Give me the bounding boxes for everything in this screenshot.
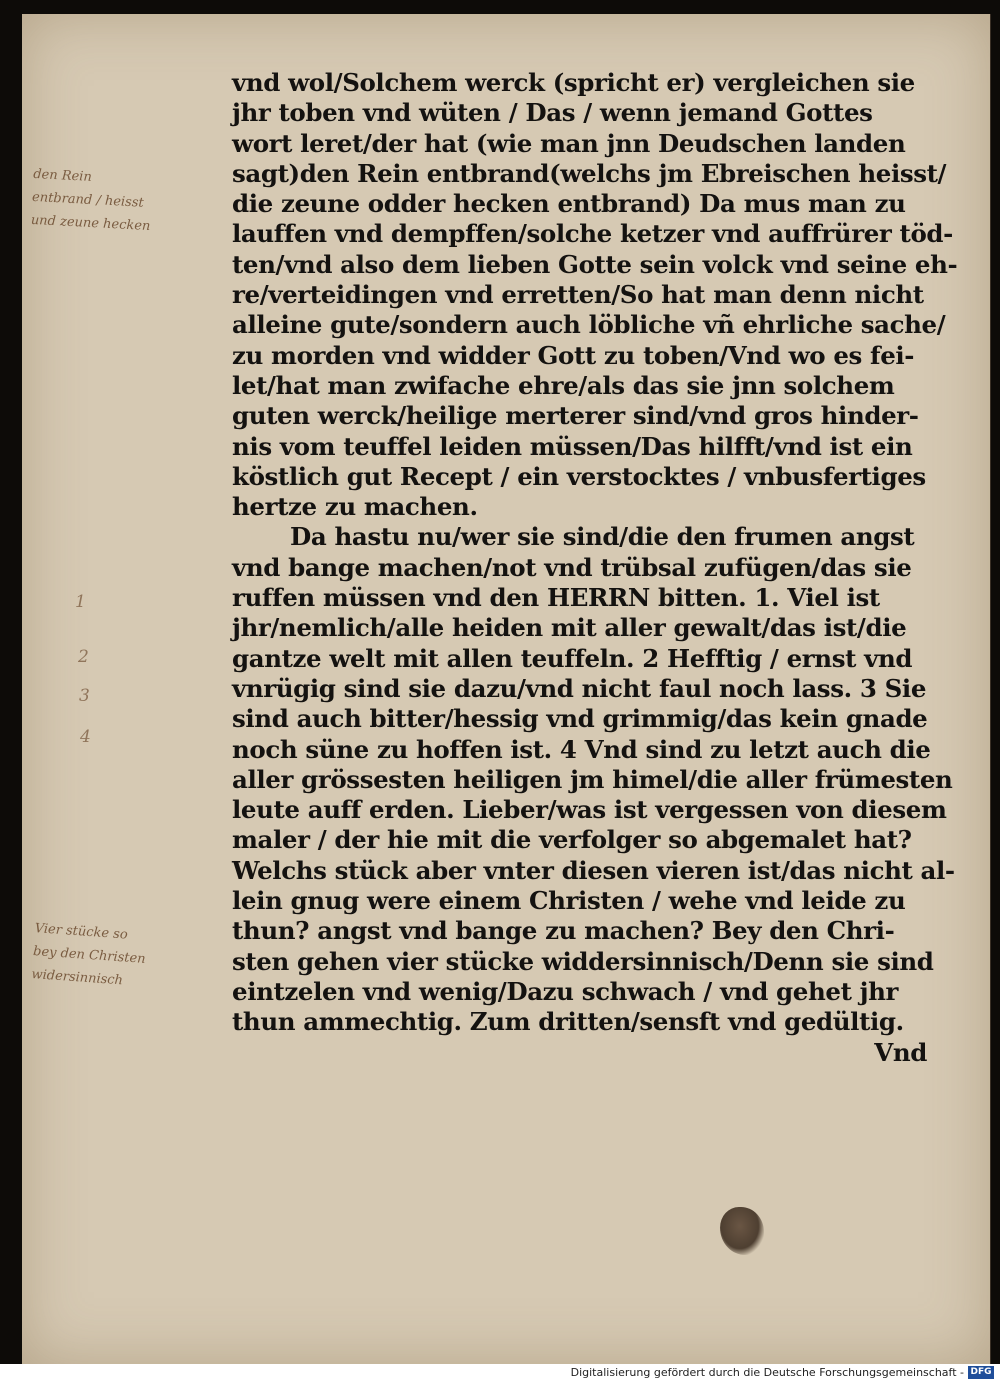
text-line: lein gnug were einem Christen / wehe vnd leide zu bbox=[232, 886, 906, 916]
text-line: jhr/nemlich/alle heiden mit aller gewalt/das ist/die bbox=[232, 613, 907, 643]
marginal-line: entbrand / heisst bbox=[31, 189, 145, 211]
marginal-line: bey den Christen bbox=[32, 944, 147, 967]
text-line: maler / der hie mit die verfolger so abgemalet hat? bbox=[232, 825, 912, 855]
text-line: jhr toben vnd wüten / Das / wenn jemand Gottes bbox=[232, 98, 873, 128]
marginal-line: widersinnisch bbox=[31, 967, 124, 989]
text-line: Welchs stück aber vnter diesen vieren ist/das nicht al- bbox=[232, 855, 955, 885]
main-text-block bbox=[232, 68, 958, 1068]
text-line: guten werck/heilige merterer sind/vnd gros hinder- bbox=[232, 401, 919, 431]
text-line: sagt)den Rein entbrand(welchs jm Ebreischen heisst/ bbox=[232, 158, 947, 188]
marginal-number: 2 bbox=[78, 647, 89, 667]
catchword: Vnd bbox=[874, 1037, 927, 1067]
text-line: eintzelen vnd wenig/Dazu schwach / vnd gehet jhr bbox=[232, 976, 899, 1006]
text-line: leute auff erden. Lieber/was ist vergessen von diesem bbox=[232, 795, 947, 825]
text-line: noch süne zu hoffen ist. 4 Vnd sind zu letzt auch die bbox=[232, 734, 931, 764]
marginal-note-1 bbox=[30, 163, 153, 238]
text-line: vnd bange machen/not vnd trübsal zufügen/das sie bbox=[232, 552, 912, 582]
marginal-number: 4 bbox=[80, 727, 91, 747]
text-line: re/verteidingen vnd erretten/So hat man denn nicht bbox=[232, 280, 924, 310]
marginal-number: 1 bbox=[75, 592, 86, 612]
text-line: nis vom teuffel leiden müssen/Das hilfft/vnd ist ein bbox=[232, 431, 913, 461]
text-line: vnd wol/Solchem werck (spricht er) vergleichen sie bbox=[232, 68, 915, 97]
marginal-line: Vier stücke so bbox=[34, 921, 129, 943]
text-line: thun? angst vnd bange zu machen? Bey den Chri- bbox=[232, 916, 895, 946]
text-line: wort leret/der hat (wie man jnn Deudschen landen bbox=[232, 128, 906, 158]
text-line: vnrügig sind sie dazu/vnd nicht faul noch lass. 3 Sie bbox=[232, 673, 927, 703]
marginal-note-2 bbox=[31, 917, 148, 994]
text-line: alleine gute/sondern auch löbliche vñ ehrliche sache/ bbox=[232, 310, 946, 340]
text-line: ruffen müssen vnd den HERRN bitten. 1. Viel ist bbox=[232, 583, 880, 613]
text-line: thun ammechtig. Zum dritten/sensft vnd gedültig. bbox=[232, 1007, 904, 1037]
text-line: die zeune odder hecken entbrand) Da mus man zu bbox=[232, 189, 906, 219]
text-line: köstlich gut Recept / ein verstocktes / vnbusfertiges bbox=[232, 461, 926, 491]
text-line: hertze zu machen. bbox=[232, 492, 478, 522]
text-line: ten/vnd also dem lieben Gotte sein volck vnd seine eh- bbox=[232, 249, 958, 279]
text-line: lauffen vnd dempffen/solche ketzer vnd auffrürer töd- bbox=[232, 219, 953, 249]
marginal-line: den Rein bbox=[32, 166, 93, 185]
text-line: Da hastu nu/wer sie sind/die den frumen angst bbox=[290, 522, 915, 552]
footer-credit: Digitalisierung gefördert durch die Deutsche Forschungsgemeinschaft - bbox=[570, 1366, 964, 1379]
text-line: zu morden vnd widder Gott zu toben/Vnd wo es fei- bbox=[232, 340, 915, 370]
text-line: sind auch bitter/hessig vnd grimmig/das kein gnade bbox=[232, 704, 928, 734]
dfg-logo-icon: DFG bbox=[968, 1366, 994, 1379]
text-line: let/hat man zwifache ehre/als das sie jnn solchem bbox=[232, 370, 895, 400]
text-line: sten gehen vier stücke widdersinnisch/Denn sie sind bbox=[232, 946, 934, 976]
text-line: gantze welt mit allen teuffeln. 2 Hefftig / ernst vnd bbox=[232, 643, 913, 673]
marginal-number: 3 bbox=[79, 686, 90, 706]
marginal-line: und zeune hecken bbox=[30, 212, 151, 235]
text-line: aller grössesten heiligen jm himel/die aller frümesten bbox=[232, 764, 953, 794]
